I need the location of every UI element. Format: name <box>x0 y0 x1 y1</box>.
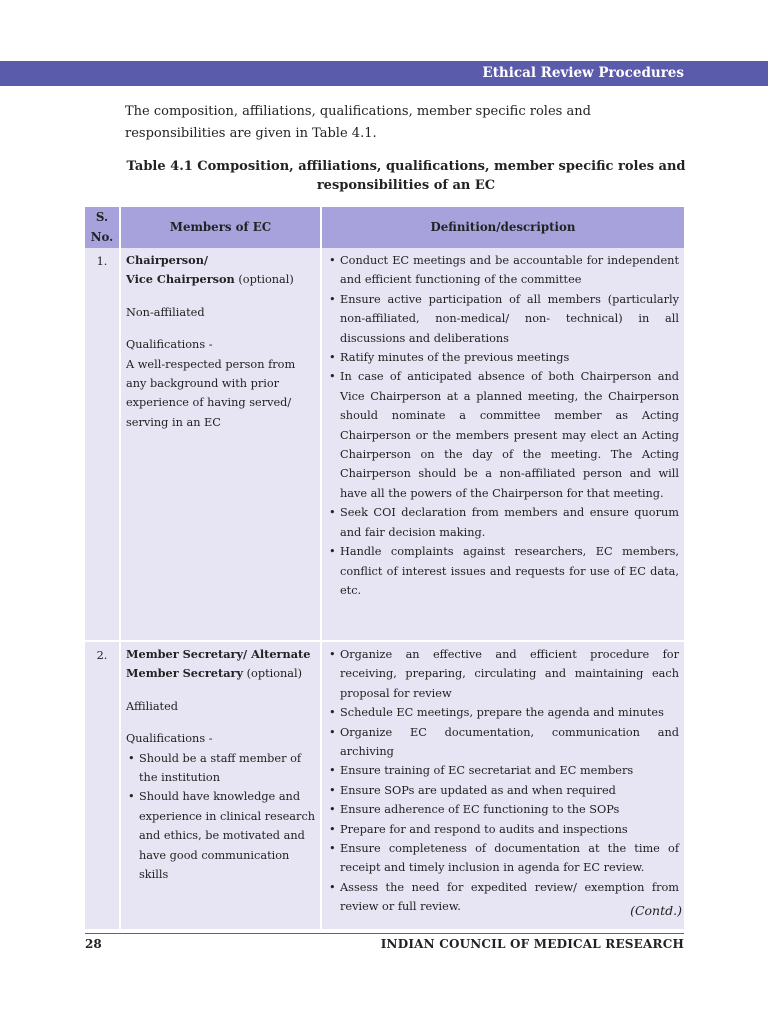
list-item: • Ensure adherence of EC functioning to the SOPs <box>327 800 679 819</box>
row-description <box>321 248 684 641</box>
list-item: • Organize an effective and efficient procedure for receiving, preparing, circulating and maintaining each proposal for review <box>327 645 679 703</box>
member-title-suffix: (optional) <box>243 667 303 681</box>
member-affiliation: Non-affiliated <box>126 305 205 319</box>
page-number: 28 <box>85 937 102 951</box>
header-sno: S. No. <box>85 207 120 248</box>
row-member <box>120 641 321 930</box>
row-sno: 2. <box>85 641 120 930</box>
list-item: • Ratify minutes of the previous meetings <box>327 348 679 367</box>
table-row <box>85 248 684 641</box>
list-item: • Assess the need for expedited review/ exemption from review or full review. <box>327 878 679 917</box>
header-band <box>0 61 768 86</box>
qualifications-label: Qualifications - <box>126 338 213 352</box>
row-member <box>120 248 321 641</box>
header-members: Members of EC <box>120 207 321 248</box>
qualifications-list <box>126 749 316 885</box>
list-item: • Prepare for and respond to audits and inspections <box>327 820 679 839</box>
qualifications-label: Qualifications - <box>126 732 213 746</box>
list-item: • Ensure active participation of all members (particularly non-affiliated, non-medical/ non- technical) in all discussions and deliberations <box>327 290 679 348</box>
list-item: • Schedule EC meetings, prepare the agenda and minutes <box>327 703 679 722</box>
member-title-b: Member Secretary <box>126 666 244 681</box>
continued-note: (Contd.) <box>630 903 682 918</box>
list-item: • Ensure training of EC secretariat and EC members <box>327 761 679 780</box>
ec-composition-table <box>85 207 684 931</box>
table-header-row <box>85 207 684 248</box>
table-row <box>85 641 684 930</box>
list-item: • Should have knowledge and experience in clinical research and ethics, be motivated and have good communication skills <box>126 787 316 884</box>
footer-divider <box>85 933 684 934</box>
description-list <box>327 645 679 917</box>
table-caption-line1: Table 4.1 Composition, affiliations, qualifications, member specific roles and <box>126 159 686 174</box>
description-list <box>327 251 679 600</box>
row-sno: 1. <box>85 248 120 641</box>
header-description: Definition/description <box>321 207 684 248</box>
list-item: • Conduct EC meetings and be accountable for independent and efficient functioning of the committee <box>327 251 679 290</box>
list-item: • Ensure completeness of documentation at the time of receipt and timely inclusion in agenda for EC review. <box>327 839 679 878</box>
list-item: • Should be a staff member of the institution <box>126 749 316 788</box>
list-item: • Handle complaints against researchers, EC members, conflict of interest issues and requests for use of EC data, etc. <box>327 542 679 600</box>
member-title-a: Member Secretary/ Alternate <box>126 647 311 661</box>
list-item: • Seek COI declaration from members and ensure quorum and fair decision making. <box>327 503 679 542</box>
list-item: • In case of anticipated absence of both Chairperson and Vice Chairperson at a planned meeting, the Chairperson should nominate a committee member as Acting Chairperson or the members present may elect an Acting Chairperson on the day of the meeting. The Acting Chairperson should be a non-affiliated person and will have all the powers of the Chairperson for that meeting. <box>327 367 679 503</box>
member-title-suffix: (optional) <box>234 273 294 287</box>
table-caption-line2: responsibilities of an EC <box>316 178 496 193</box>
intro-paragraph: The composition, affiliations, qualifications, member specific roles and responsibilities are given in Table 4.1. <box>125 104 591 141</box>
member-title-b: Vice Chairperson <box>126 272 235 287</box>
qualifications-text: A well-respected person from any background with prior experience of having served/ serving in an EC <box>126 357 296 429</box>
header-title: Ethical Review Procedures <box>482 65 684 81</box>
footer-organization: INDIAN COUNCIL OF MEDICAL RESEARCH <box>380 937 684 951</box>
member-title-a: Chairperson/ <box>126 253 209 267</box>
table-caption <box>125 157 687 195</box>
row-description <box>321 641 684 930</box>
list-item: • Organize EC documentation, communication and archiving <box>327 723 679 762</box>
member-affiliation: Affiliated <box>126 699 179 713</box>
list-item: • Ensure SOPs are updated as and when required <box>327 781 679 800</box>
